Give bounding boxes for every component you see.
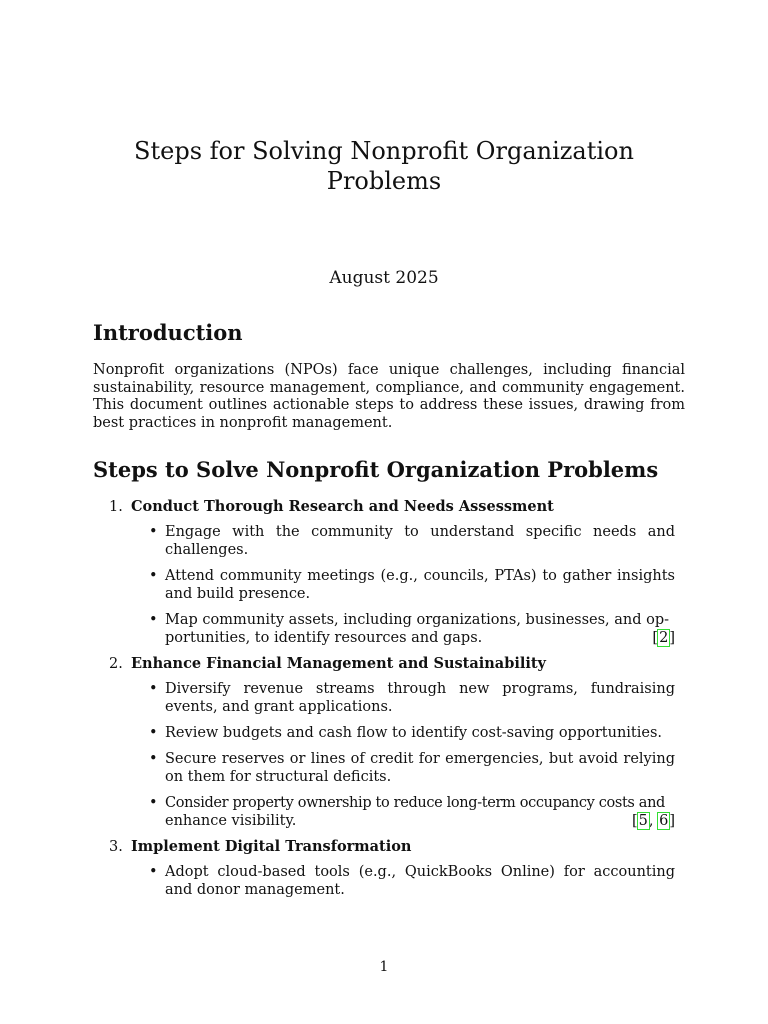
bullet-item: • Secure reserves or lines of credit for emergencies, but avoid relying on them for structural deficits. bbox=[131, 750, 675, 786]
introduction-heading: Introduction bbox=[93, 320, 243, 345]
page-number: 1 bbox=[379, 959, 389, 975]
step-number: 2. bbox=[109, 656, 123, 672]
introduction-paragraph: Nonprofit organizations (NPOs) face unique challenges, including financial sustainability, resource management, compliance, and community engagement. This document outlines actionable steps to address these issues, drawing from best practices in nonprofit management. bbox=[93, 362, 685, 431]
bullet-list bbox=[131, 680, 675, 830]
bullet-text-line: enhance visibility. bbox=[165, 813, 297, 829]
bullet-item: • Diversify revenue streams through new programs, fundraising events, and grant applications. bbox=[131, 680, 675, 716]
steps-heading: Steps to Solve Nonprofit Organization Problems bbox=[93, 457, 659, 482]
steps-list bbox=[93, 498, 675, 907]
bullet-text-line: • Map community assets, including organizations, businesses, and op- bbox=[165, 612, 670, 628]
bullet-item: • Attend community meetings (e.g., councils, PTAs) to gather insights and build presence. bbox=[131, 567, 675, 603]
bullet-item bbox=[131, 611, 675, 647]
bullet-citation-line bbox=[165, 629, 675, 647]
bullet-item: • Review budgets and cash flow to identify cost-saving opportunities. bbox=[131, 724, 675, 742]
bullet-list bbox=[131, 863, 675, 899]
step-title: Implement Digital Transformation bbox=[131, 838, 412, 855]
bullet-text-line: • Consider property ownership to reduce long-term occupancy costs and bbox=[165, 795, 665, 811]
bullet-item: • Adopt cloud-based tools (e.g., QuickBooks Online) for accounting and donor management. bbox=[131, 863, 675, 899]
bullet-text-line: portunities, to identify resources and gaps. bbox=[165, 630, 483, 646]
step-title: Conduct Thorough Research and Needs Assessment bbox=[131, 498, 554, 515]
step-number: 3. bbox=[109, 839, 123, 855]
step-item bbox=[93, 838, 675, 899]
step-item bbox=[93, 498, 675, 647]
bullet-citation-line bbox=[165, 812, 675, 830]
citation-link[interactable]: 2 bbox=[659, 630, 669, 646]
step-item bbox=[93, 655, 675, 830]
citation-link[interactable]: 6 bbox=[659, 813, 669, 829]
bullet-list bbox=[131, 523, 675, 647]
document-date: August 2025 bbox=[329, 268, 439, 288]
citation-link[interactable]: 5 bbox=[638, 813, 648, 829]
citation: [2] bbox=[652, 630, 675, 646]
step-number: 1. bbox=[109, 499, 123, 515]
citation: [5, 6] bbox=[631, 813, 675, 829]
bullet-item bbox=[131, 794, 675, 830]
bullet-item: • Engage with the community to understand specific needs and challenges. bbox=[131, 523, 675, 559]
document-title: Steps for Solving Nonprofit Organization Problems bbox=[134, 137, 634, 195]
step-title: Enhance Financial Management and Sustainability bbox=[131, 655, 546, 672]
